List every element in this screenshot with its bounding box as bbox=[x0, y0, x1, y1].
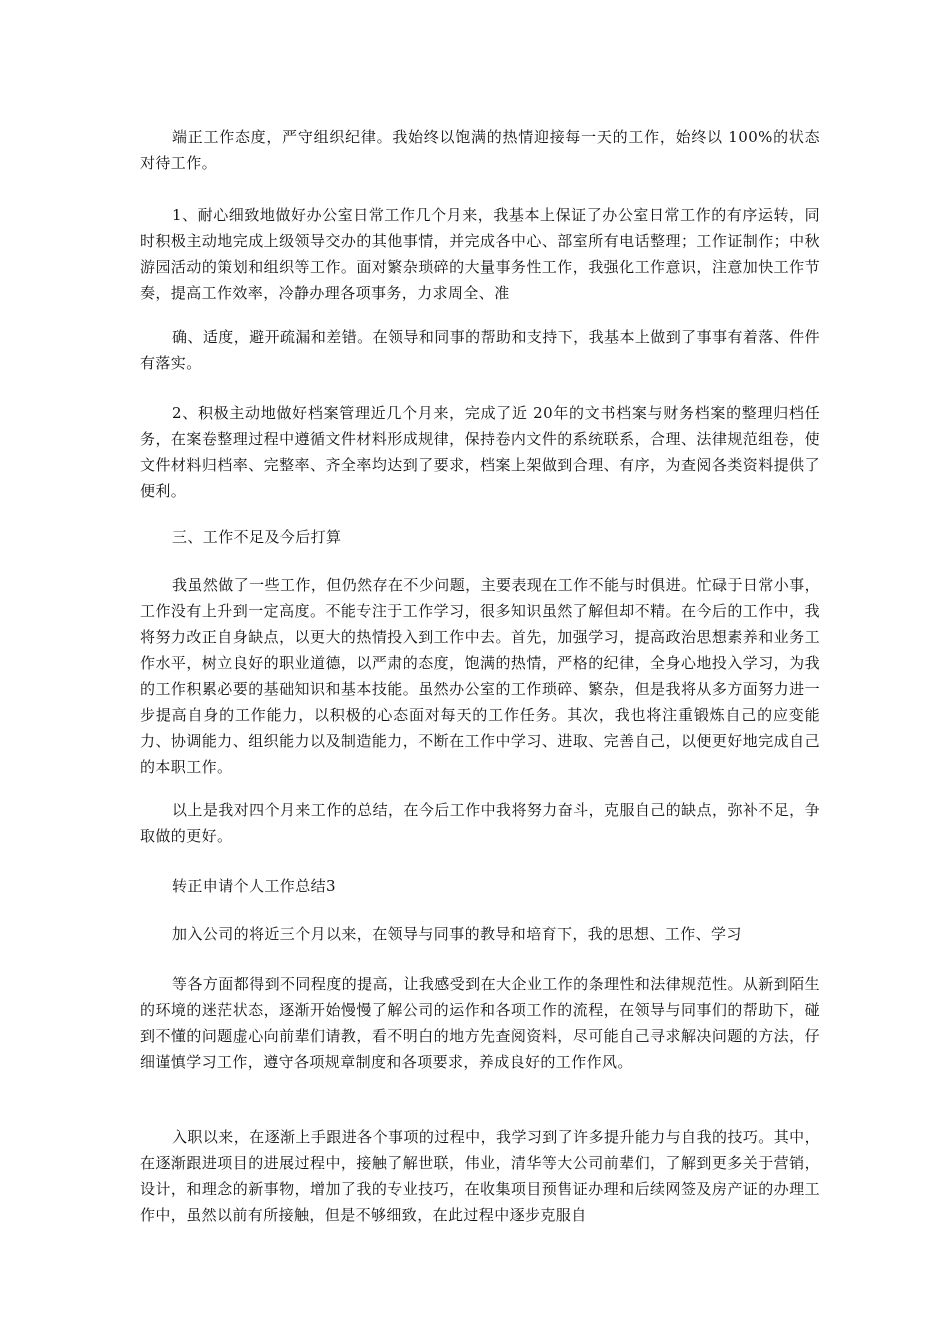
paragraph-improvement: 等各方面都得到不同程度的提高，让我感受到在大企业工作的条理性和法律规范性。从新到陌生的环境的迷茫状态，逐渐开始慢慢了解公司的运作和各项工作的流程，在领导与同事们的帮助下，碰到不懂的问题虚心向前辈们请教，看不明白的地方先查阅资料，尽可能自己寻求解决问题的方法，仔细谨慎学习工作，遵守各项规章制度和各项要求，养成良好的工作作风。 bbox=[140, 975, 820, 1071]
paragraph-since-joining: 入职以来，在逐渐上手跟进各个事项的过程中，我学习到了许多提升能力与自我的技巧。其中，在逐渐跟进项目的进展过程中，接触了解世联，伟业，清华等大公司前辈们，了解到更多关于营销，设计，和理念的新事物，增加了我的专业技巧，在收集项目预售证办理和后续网签及房产证的办理工作中，虽然以前有所接触，但是不够细致，在此过程中逐步克服自 bbox=[140, 1128, 820, 1224]
paragraph-office-work: 1、耐心细致地做好办公室日常工作几个月来，我基本上保证了办公室日常工作的有序运转，同时积极主动地完成上级领导交办的其他事情，并完成各中心、部室所有电话整理；工作证制作；中秋游园活动的策划和组织等工作。面对繁杂琐碎的大量事务性工作，我强化工作意识，注意加快工作节奏，提高工作效率，冷静办理各项事务，力求周全、准 bbox=[140, 206, 820, 302]
paragraph-archive-management: 2、积极主动地做好档案管理近几个月来，完成了近 20年的文书档案与财务档案的整理归档任务，在案卷整理过程中遵循文件材料形成规律，保持卷内文件的系统联系，合理、法律规范组卷，使文件材料归档率、完整率、齐全率均达到了要求，档案上架做到合理、有序，为查阅各类资料提供了便利。 bbox=[140, 404, 820, 500]
paragraph-summary-conclusion: 以上是我对四个月来工作的总结，在今后工作中我将努力奋斗，克服自己的缺点，弥补不足，争取做的更好。 bbox=[140, 801, 820, 845]
paragraph-office-work-continued: 确、适度，避开疏漏和差错。在领导和同事的帮助和支持下，我基本上做到了事事有着落、件件有落实。 bbox=[140, 328, 820, 372]
paragraph-joining-company: 加入公司的将近三个月以来，在领导与同事的教导和培育下，我的思想、工作、学习 bbox=[172, 925, 742, 943]
paragraph-work-attitude: 端正工作态度，严守组织纪律。我始终以饱满的热情迎接每一天的工作，始终以 100%的状态对待工作。 bbox=[140, 128, 820, 172]
section-heading-shortcomings: 三、工作不足及今后打算 bbox=[172, 528, 342, 546]
section-heading-summary-3: 转正申请个人工作总结3 bbox=[172, 877, 336, 895]
paragraph-shortcomings-plans: 我虽然做了一些工作，但仍然存在不少问题，主要表现在工作不能与时俱进。忙碌于日常小事，工作没有上升到一定高度。不能专注于工作学习，很多知识虽然了解但却不精。在今后的工作中，我将努力改正自身缺点，以更大的热情投入到工作中去。首先，加强学习，提高政治思想素养和业务工作水平，树立良好的职业道德，以严肃的态度，饱满的热情，严格的纪律，全身心地投入学习，为我的工作积累必要的基础知识和基本技能。虽然办公室的工作琐碎、繁杂，但是我将从多方面努力进一步提高自身的工作能力，以积极的心态面对每天的工作任务。其次，我也将注重锻炼自己的应变能力、协调能力、组织能力以及制造能力，不断在工作中学习、进取、完善自己，以便更好地完成自己的本职工作。 bbox=[140, 576, 820, 776]
